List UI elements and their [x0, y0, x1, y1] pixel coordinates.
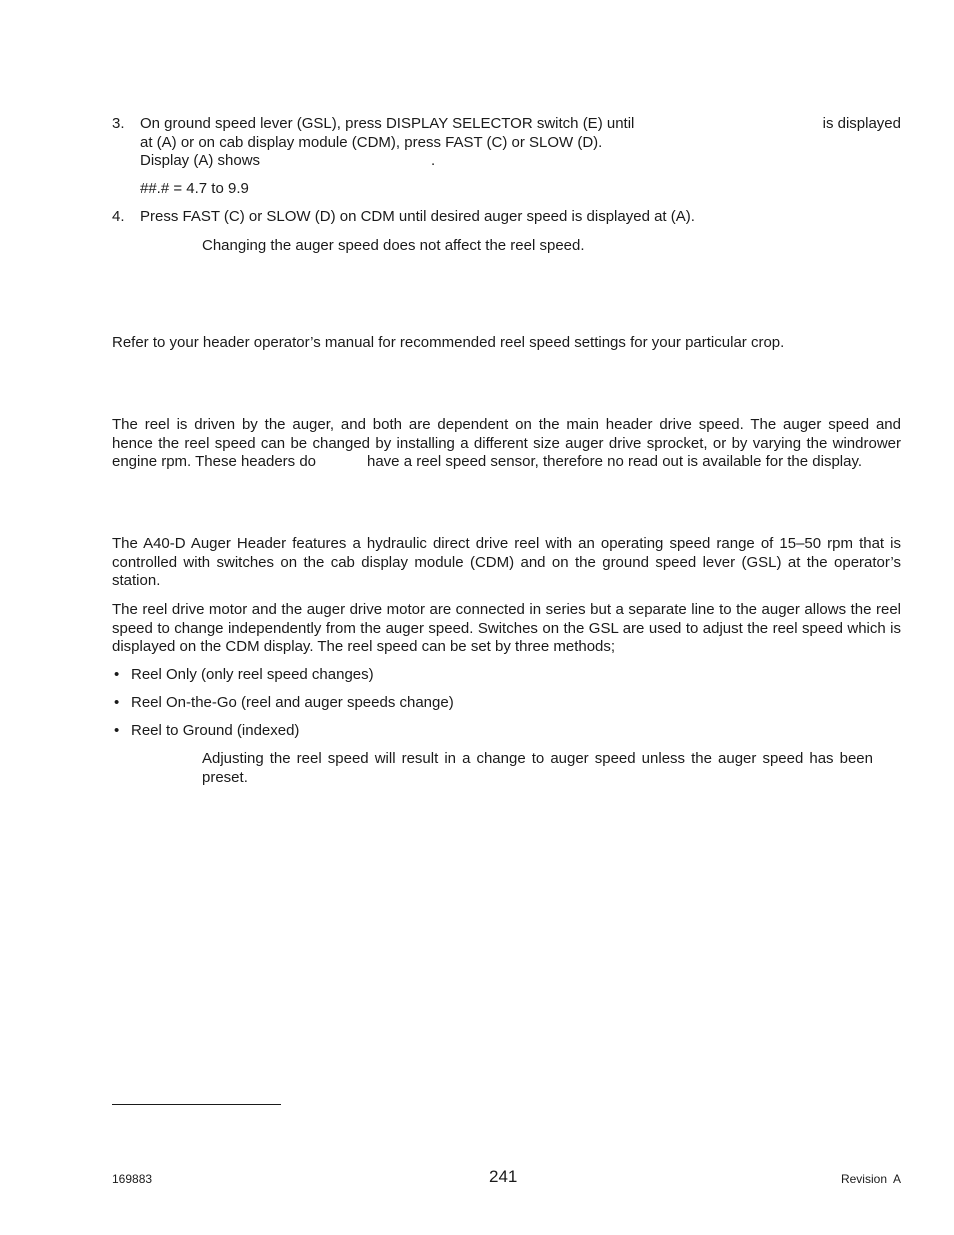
step-text: is displayed	[822, 115, 901, 132]
paragraph-line: The reel is driven by the auger, and both are dependent on the main header drive speed. The auger speed and	[112, 416, 901, 433]
bullet-marker: •	[114, 694, 120, 711]
reel-speed-intro: Refer to your header operator’s manual for recommended reel speed settings for your particular crop.	[112, 334, 785, 351]
step-text: Display (A) shows	[140, 152, 261, 170]
note-reel-speed: Adjusting the reel speed will result in a change to auger speed unless the auger speed has been preset.	[202, 750, 873, 786]
speed-range: ##.# = 4.7 to 9.9	[140, 180, 249, 197]
step-line: at (A) or on cab display module (CDM), press FAST (C) or SLOW (D).	[140, 133, 603, 151]
bullet-marker: •	[114, 722, 120, 739]
step-text: .	[431, 152, 436, 170]
bullet-marker: •	[114, 666, 120, 683]
a40d-paragraph-1: The A40-D Auger Header features a hydraulic direct drive reel with an operating speed range of 15–50 rpm that is controlled with switches on the cab display module (CDM) and on the ground speed lever (GSL) at the operator’s station.	[112, 535, 901, 590]
paragraph-text: engine rpm. These headers do	[112, 453, 317, 471]
list-item-text: Reel to Ground (indexed)	[131, 722, 300, 739]
step-text: Press FAST (C) or SLOW (D) on CDM until desired auger speed is displayed at (A).	[140, 208, 695, 225]
step-line	[140, 115, 901, 134]
step-number: 4.	[112, 208, 125, 225]
note-auger-speed: Changing the auger speed does not affect the reel speed.	[202, 237, 585, 254]
doc-number: 169883	[112, 1172, 153, 1186]
page-number: 241	[489, 1167, 518, 1186]
list-item-text: Reel Only (only reel speed changes)	[131, 666, 374, 683]
paragraph-line: hence the reel speed can be changed by installing a different size auger drive sprocket, or by varying the windrower	[112, 434, 901, 452]
list-item-text: Reel On-the-Go (reel and auger speeds change)	[131, 694, 454, 711]
a40d-paragraph-2: The reel drive motor and the auger drive motor are connected in series but a separate line to the auger allows the reel speed to change independently from the auger speed. Switches on the GSL are used to adjust the reel speed which is displayed on the CDM display. The reel speed can be set by three methods;	[112, 601, 901, 656]
reel-driven-paragraph	[112, 416, 901, 472]
step-body	[140, 115, 901, 171]
footnote-rule	[112, 1104, 281, 1105]
step-text: On ground speed lever (GSL), press DISPLAY SELECTOR switch (E) until	[140, 115, 635, 132]
step-line	[140, 152, 901, 171]
paragraph-line	[112, 453, 901, 472]
step-number: 3.	[112, 115, 125, 132]
revision-label: Revision A	[840, 1172, 901, 1186]
paragraph-text: have a reel speed sensor, therefore no read out is available for the display.	[367, 453, 863, 471]
